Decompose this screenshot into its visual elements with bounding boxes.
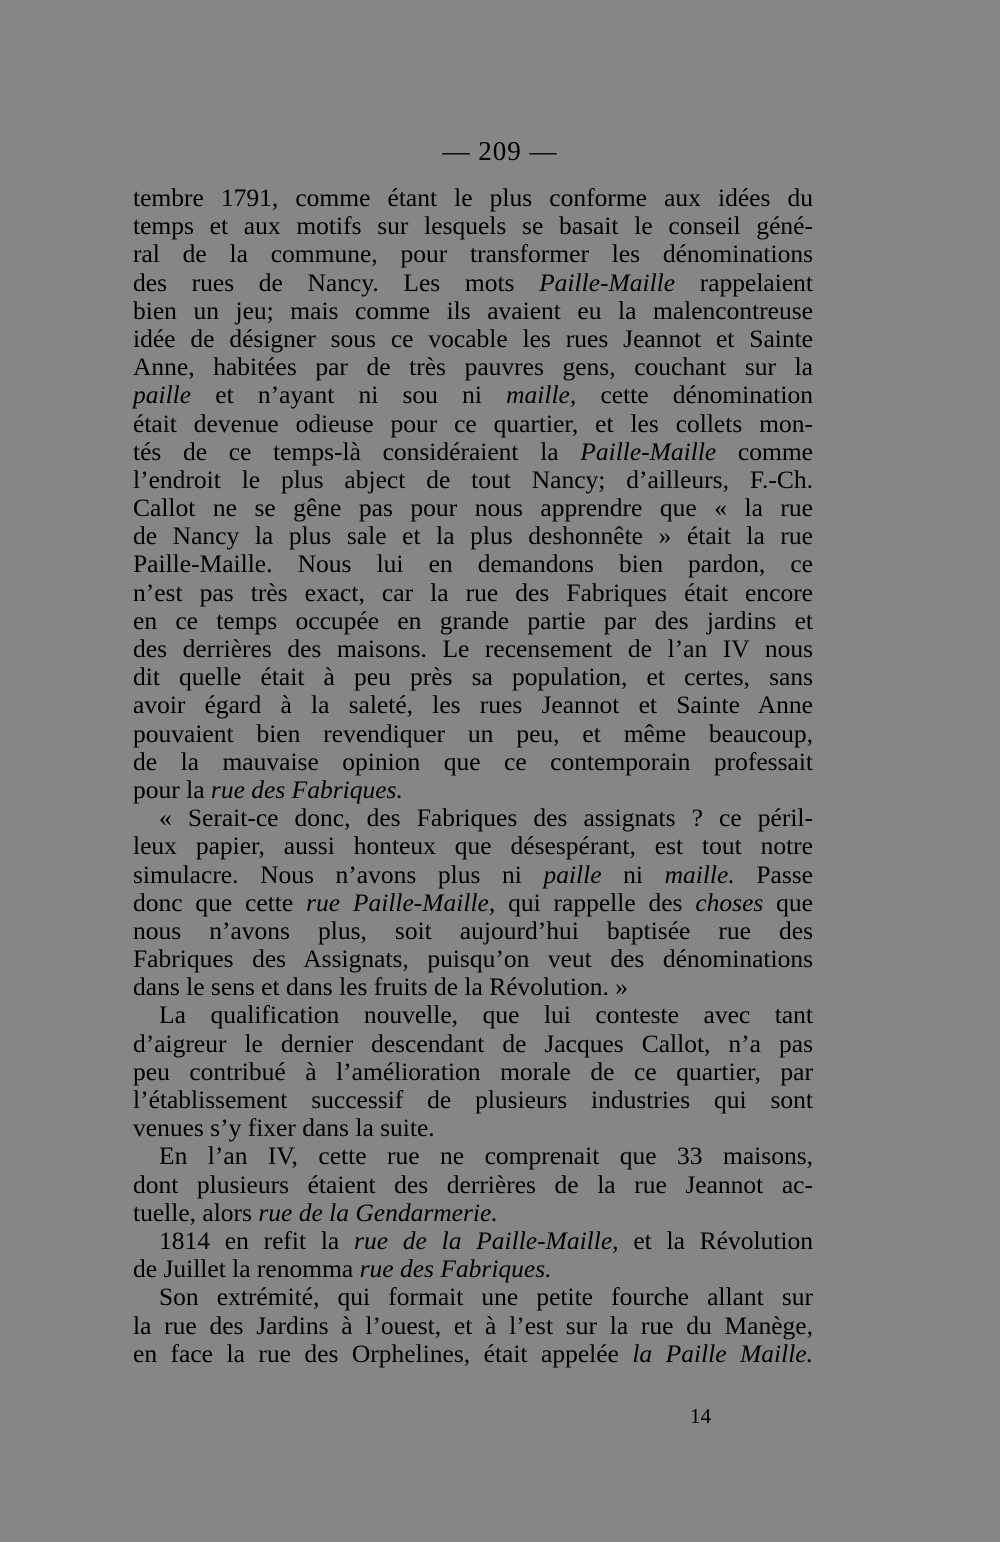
text-segment: temps et aux motifs sur lesquels se basait le conseil géné- [133,211,813,241]
text-line [133,1283,813,1311]
text-segment: que [763,887,813,917]
text-line [133,1227,813,1255]
italic-text: maille, [506,380,577,410]
text-segment: en face la rue des Orphelines, était appelée [133,1338,633,1368]
text-line [133,1030,813,1058]
text-segment: qui rappelle des [495,887,696,917]
text-segment: des rues de Nancy. Les mots [133,267,540,297]
text-line [133,1255,813,1283]
text-segment: rappelaient [675,267,813,297]
text-segment: dans le sens et dans les fruits de la Révolution. » [133,972,629,1002]
text-segment: et la Révolution [618,1225,813,1255]
text-segment: leux papier, aussi honteux que désespérant, est tout notre [133,831,813,861]
text-segment: de la mauvaise opinion que ce contemporain professait [133,746,813,776]
text-line [133,494,813,522]
text-line [133,861,813,889]
text-segment: nous n’avons plus, soit aujourd’hui baptisée rue des [133,915,813,945]
text-segment: tembre 1791, comme étant le plus conforme aux idées du [133,183,813,212]
text-line [133,691,813,719]
text-segment: des derrières des maisons. Le recensement de l’an IV nous [133,634,813,663]
italic-text: rue de la Paille-Maille, [354,1225,619,1255]
text-line [133,917,813,945]
signature-mark: 14 [690,1404,711,1428]
text-segment: d’aigreur le dernier descendant de Jacques Callot, n’a pas [133,1028,813,1058]
text-segment: Anne, habitées par de très pauvres gens, couchant sur la [133,352,813,382]
italic-text: maille. [664,859,735,889]
text-line [133,1001,813,1029]
text-segment: était devenue odieuse pour ce quartier, et les collets mon- [133,408,813,438]
italic-text: choses [695,887,764,917]
text-segment: « Serait-ce donc, des Fabriques des assignats ? ce péril- [159,803,813,833]
text-line [133,1058,813,1086]
text-line [133,184,813,212]
text-segment: dit quelle était à peu près sa population, et certes, sans [133,662,813,692]
text-segment: bien un jeu; mais comme ils avaient eu la malencontreuse [133,295,813,325]
text-segment: tuelle, alors [133,1197,259,1227]
text-segment: Passe [734,859,813,889]
text-line [133,269,813,297]
text-line [133,1312,813,1340]
text-line [133,1114,813,1142]
italic-text: paille [133,380,192,410]
text-segment: pour la [133,774,211,804]
text-segment: comme [716,436,813,466]
text-segment: cette dénomination [576,380,813,410]
text-line [133,663,813,691]
text-segment: venues s’y fixer dans la suite. [133,1113,435,1143]
text-segment: Callot ne se gêne pas pour nous apprendre que « la rue [133,493,813,523]
italic-text: Paille-Maille [539,267,676,297]
text-segment: la rue des Jardins à l’ouest, et à l’est sur la rue du Manège, [133,1310,813,1340]
text-line [133,607,813,635]
text-segment: simulacre. Nous n’avons plus ni [133,859,544,889]
text-segment: idée de désigner sous ce vocable les rues Jeannot et Sainte [133,323,813,353]
text-segment: l’établissement successif de plusieurs industries qui sont [133,1085,813,1114]
text-line [133,776,813,804]
text-line [133,410,813,438]
italic-text: la Paille Maille. [632,1338,813,1368]
text-segment: pouvaient bien revendiquer un peu, et même beaucoup, [133,718,813,748]
text-segment: ni [601,859,665,889]
text-line [133,1142,813,1170]
text-line [133,889,813,917]
italic-text: Paille-Maille [580,436,717,466]
text-segment: 1814 en refit la [159,1225,355,1255]
text-line [133,720,813,748]
text-line [133,550,813,578]
text-line [133,635,813,663]
text-segment: n’est pas très exact, car la rue des Fabriques était encore [133,577,813,607]
text-line [133,832,813,860]
text-segment: tés de ce temps-là considéraient la [133,436,581,466]
text-line [133,353,813,381]
text-line [133,381,813,409]
text-line [133,945,813,973]
text-segment: En l’an IV, cette rue ne comprenait que 33 maisons, [159,1141,813,1171]
text-line [133,325,813,353]
text-line [133,1340,813,1368]
text-line [133,522,813,550]
text-line [133,240,813,268]
text-segment: Fabriques des Assignats, puisqu’on veut des dénominations [133,944,813,974]
text-line [133,1199,813,1227]
text-segment: de Juillet la renomma [133,1254,360,1284]
text-line [133,438,813,466]
text-segment: Son extrémité, qui formait une petite fourche allant sur [159,1282,813,1312]
text-segment: et n’ayant ni sou ni [191,380,507,410]
text-line [133,297,813,325]
italic-text: rue des Fabriques. [210,774,403,804]
text-segment: de Nancy la plus sale et la plus deshonnête » était la rue [133,521,813,551]
text-segment: avoir égard à la saleté, les rues Jeannot et Sainte Anne [133,690,813,720]
text-segment: dont plusieurs étaient des derrières de la rue Jeannot ac- [133,1169,813,1199]
text-segment: l’endroit le plus abject de tout Nancy; d’ailleurs, F.-Ch. [133,464,813,494]
text-line [133,1086,813,1114]
text-line [133,748,813,776]
text-segment: La qualification nouvelle, que lui conteste avec tant [159,1000,813,1030]
italic-text: rue Paille-Maille, [306,887,496,917]
italic-text: rue de la Gendarmerie. [258,1197,498,1227]
text-segment: en ce temps occupée en grande partie par des jardins et [133,605,813,635]
text-line [133,973,813,1001]
text-segment: ral de la commune, pour transformer les dénominations [133,239,813,269]
text-line [133,1171,813,1199]
italic-text: paille [543,859,602,889]
text-segment: peu contribué à l’amélioration morale de ce quartier, par [133,1056,813,1086]
italic-text: rue des Fabriques. [359,1254,552,1284]
text-line [133,804,813,832]
text-line [133,212,813,240]
text-segment: Paille-Maille. Nous lui en demandons bien pardon, ce [133,549,813,579]
text-segment: donc que cette [133,887,307,917]
text-line [133,466,813,494]
body-text [133,184,813,1368]
page-number: — 209 — [442,136,558,166]
text-line [133,579,813,607]
